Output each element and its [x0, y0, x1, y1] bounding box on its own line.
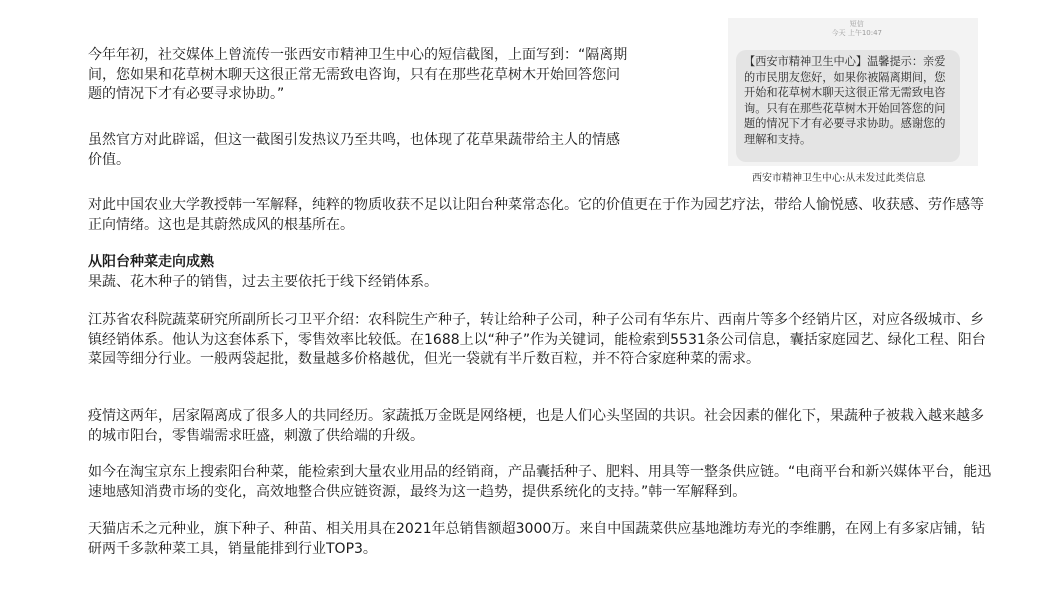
sms-message-text: 【西安市精神卫生中心】温馨提示：亲爱的市民朋友您好，如果你被隔离期间，您开始和花草树木聊天这很正常无需致电咨询。只有在那些花草树木开始回答您的问题的情况下才有必要寻求协助。感谢您的理解和支持。 — [744, 55, 946, 146]
sms-message-bubble — [736, 50, 960, 162]
sms-screenshot — [728, 18, 978, 166]
sms-header-title: 短信 — [849, 20, 864, 28]
section-heading: 从阳台种菜走向成熟 — [88, 254, 214, 270]
sms-header — [832, 20, 882, 38]
jiangsu-paragraph: 江苏省农科院蔬菜研究所副所长刁卫平介绍：农科院生产种子，转让给种子公司，种子公司有华东片、西南片等多个经销片区，对应各级城市、乡镇经销体系。他认为这套体系下，零售效率比较低。在1688上以“种子”作为关键词，能检索到5531条公司信息，囊括家庭园艺、绿化工程、阳台菜园等细分行业。一般两袋起批，数量越多价格越优，但光一袋就有半斤数百粒，并不符合家庭种菜的需求。 — [88, 312, 986, 367]
han-explain-paragraph: 对此中国农业大学教授韩一军解释，纯粹的物质收获不足以让阳台种菜常态化。它的价值更在于作为园艺疗法，带给人愉悦感、收获感、劳作感等正向情绪。这也是其蔚然成风的根基所在。 — [88, 197, 984, 233]
sales-intro-paragraph: 果蔬、花木种子的销售，过去主要依托于线下经销体系。 — [88, 274, 438, 290]
taobao-paragraph: 如今在淘宝京东上搜索阳台种菜，能检索到大量农业用品的经销商，产品囊括种子、肥料、用具等一整条供应链。“电商平台和新兴媒体平台，能迅速地感知消费市场的变化，高效地整合供应链资源，最终为这一趋势，提供系统化的支持。”韩一军解释到。 — [88, 464, 992, 500]
sms-header-time: 今天 上午10:47 — [831, 29, 882, 37]
covid-paragraph: 疫情这两年，居家隔离成了很多人的共同经历。家蔬抵万金既是网络梗，也是人们心头坚固的共识。社会因素的催化下，果蔬种子被栽入越来越多的城市阳台，零售端需求旺盛，刺激了供给端的升级。 — [88, 408, 984, 444]
image-caption: 西安市精神卫生中心:从未发过此类信息 — [752, 173, 926, 184]
intro-paragraph-1: 今年年初，社交媒体上曾流传一张西安市精神卫生中心的短信截图，上面写到：“隔离期间，您如果和花草树木聊天这很正常无需致电咨询，只有在那些花草树木开始回答您问题的情况下才有必要寻求协助。” — [88, 47, 628, 102]
tmall-paragraph: 天猫店禾之元种业，旗下种子、种苗、相关用具在2021年总销售额超3000万。来自中国蔬菜供应基地潍坊寿光的李维鹏，在网上有多家店铺，钻研两千多款种菜工具，销量能排到行业TOP3。 — [88, 521, 986, 557]
intro-paragraph-2: 虽然官方对此辟谣，但这一截图引发热议乃至共鸣，也体现了花草果蔬带给主人的情感价值。 — [88, 132, 620, 168]
